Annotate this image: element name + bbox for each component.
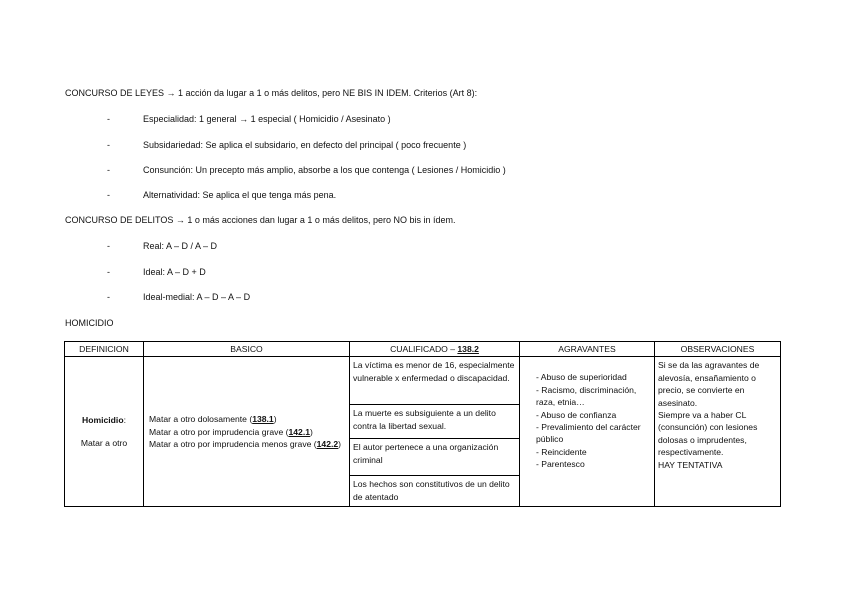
list-item: - Reincidente	[536, 446, 587, 457]
table-row	[65, 357, 781, 507]
list-item: - Abuso de confianza	[536, 409, 617, 420]
basico-close: )	[310, 426, 313, 437]
basico-text: Matar a otro por imprudencia menos grave (	[149, 439, 317, 450]
list-item: - Parentesco	[536, 459, 585, 470]
list-item: - Prevalimiento del carácter público	[536, 422, 641, 445]
header-definicion: DEFINICION	[65, 342, 144, 357]
header-cualificado-ref: 138.2	[457, 344, 479, 354]
cualificado-item: La víctima es menor de 16, especialmente vulnerable x enfermedad o discapacidad.	[350, 357, 519, 405]
basico-close: )	[273, 414, 277, 425]
basico-item	[149, 413, 346, 425]
criterio-alternatividad: Alternatividad: Se aplica el que tenga más pena.	[143, 190, 337, 200]
basico-ref: 142.2	[316, 439, 339, 450]
header-observaciones: OBSERVACIONES	[655, 342, 781, 357]
cell-basico	[144, 357, 350, 507]
table-header-row	[65, 342, 781, 357]
criterio-dash: -	[107, 165, 110, 175]
agravantes-list	[536, 371, 651, 470]
definicion-desc: Matar a otro	[80, 438, 128, 449]
observacion-item: HAY TENTATIVA	[658, 459, 723, 470]
header-basico: BASICO	[144, 342, 350, 357]
basico-ref: 138.1	[252, 414, 274, 425]
concurso-leyes-heading: CONCURSO DE LEYES → 1 acción da lugar a 1 o más delitos, pero NE BIS IN IDEM. Criterios (Art 8):	[65, 88, 478, 98]
tipo-ideal: Ideal: A – D + D	[143, 267, 206, 277]
definicion-colon: :	[123, 415, 126, 425]
cell-definicion	[65, 357, 144, 507]
basico-ref: 142.1	[288, 426, 310, 437]
observacion-item: Si se da las agravantes de alevosía, ensañamiento o precio, se convierte en asesinato.	[658, 360, 760, 408]
basico-close: )	[338, 439, 342, 450]
basico-item	[149, 426, 346, 438]
concurso-delitos-heading: CONCURSO DE DELITOS → 1 o más acciones dan lugar a 1 o más delitos, pero NO bis in ídem.	[65, 215, 456, 225]
definicion-term: Homicidio	[82, 415, 124, 425]
tipo-dash: -	[107, 241, 110, 251]
basico-item	[149, 438, 346, 450]
header-cualificado-label: CUALIFICADO –	[390, 344, 458, 354]
tipo-dash: -	[107, 292, 110, 302]
criterio-subsidariedad: Subsidariedad: Se aplica el subsidario, en defecto del principal ( poco frecuente )	[143, 140, 467, 150]
list-item: - Racismo, discriminación, raza, etnia…	[536, 384, 637, 408]
header-agravantes: AGRAVANTES	[520, 342, 655, 357]
basico-text: Matar a otro por imprudencia grave (	[149, 426, 289, 437]
cualificado-item: La muerte es subsiguiente a un delito contra la libertad sexual.	[350, 405, 519, 439]
basico-text: Matar a otro dolosamente (	[149, 414, 253, 425]
criterio-dash: -	[107, 190, 110, 200]
tipo-ideal-medial: Ideal-medial: A – D – A – D	[143, 292, 251, 302]
criterio-especialidad: Especialidad: 1 general → 1 especial ( Homicidio / Asesinato )	[143, 114, 391, 124]
header-cualificado	[350, 342, 520, 357]
list-item: - Abuso de superioridad	[536, 372, 627, 383]
cualificado-item: El autor pertenece a una organización criminal	[350, 439, 519, 476]
criterio-consuncion: Consunción: Un precepto más amplio, absorbe a los que contenga ( Lesiones / Homicidio )	[143, 165, 506, 175]
criterio-dash: -	[107, 140, 110, 150]
cell-cualificado	[350, 357, 520, 507]
cualificado-item: Los hechos son constitutivos de un delito de atentado	[353, 479, 510, 502]
homicidio-title: HOMICIDIO	[65, 318, 114, 328]
observacion-item: Siempre va a haber CL (consunción) con lesiones dolosas o imprudentes, respectivamente.	[658, 410, 758, 458]
criterio-dash: -	[107, 114, 110, 124]
definicion-term-line	[68, 414, 140, 426]
cell-agravantes	[520, 357, 655, 507]
homicidio-table	[64, 341, 781, 507]
tipo-dash: -	[107, 267, 110, 277]
cell-observaciones	[655, 357, 781, 507]
tipo-real: Real: A – D / A – D	[143, 241, 218, 251]
